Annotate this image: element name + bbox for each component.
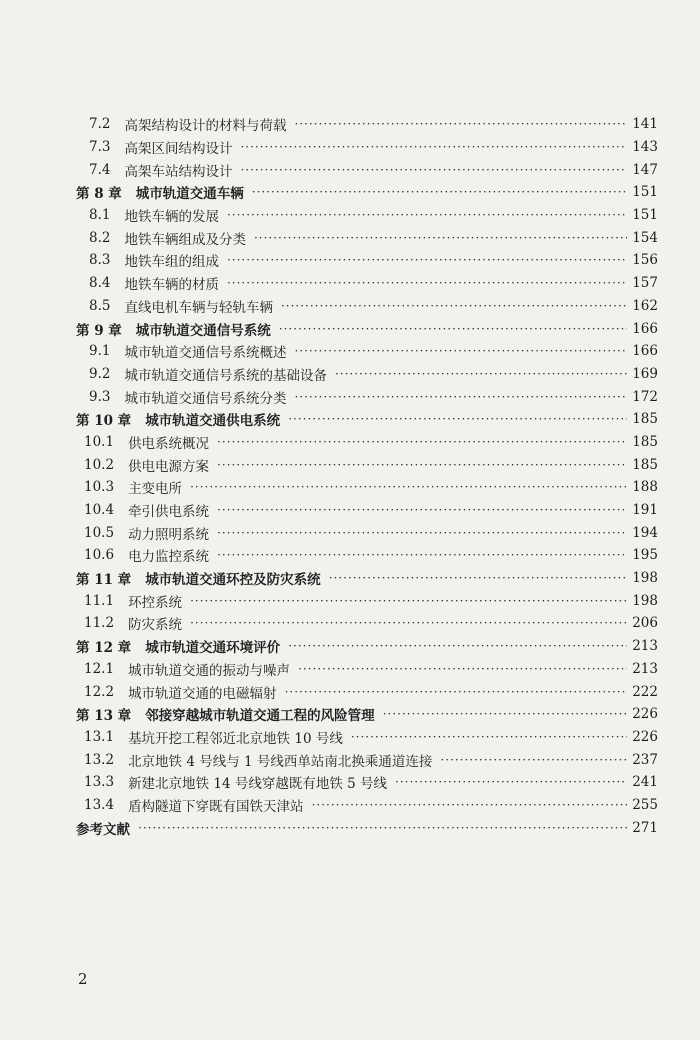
entry-number: 9.3 xyxy=(89,388,111,405)
entry-page-number: 185 xyxy=(632,433,658,450)
entry-page-number: 226 xyxy=(632,728,658,745)
dot-leader xyxy=(217,435,627,449)
dot-leader xyxy=(190,616,627,630)
toc-references-entry xyxy=(76,816,658,839)
dot-leader xyxy=(240,163,627,177)
dot-leader xyxy=(288,412,627,426)
entry-number: 7.4 xyxy=(89,161,111,178)
entry-number: 第 12 章 xyxy=(76,640,132,657)
entry-number: 8.5 xyxy=(89,297,111,314)
entry-page-number: 141 xyxy=(632,116,658,133)
entry-page-number: 166 xyxy=(632,343,658,360)
entry-page-number: 195 xyxy=(632,547,658,564)
entry-page-number: 255 xyxy=(632,796,658,813)
entry-number: 13.2 xyxy=(84,751,115,768)
toc-section-entry xyxy=(76,748,658,771)
entry-title: 城市轨道交通信号系统分类 xyxy=(124,390,287,407)
toc-section-entry xyxy=(76,794,658,817)
dot-leader xyxy=(227,253,627,267)
entry-number: 10.4 xyxy=(84,502,115,519)
dot-leader xyxy=(312,798,628,812)
entry-number: 10.1 xyxy=(84,433,115,450)
entry-number: 9.2 xyxy=(89,365,111,382)
entry-page-number: 206 xyxy=(632,615,658,632)
dot-leader xyxy=(329,571,628,585)
entry-title: 地铁车辆的材质 xyxy=(124,277,219,294)
entry-title: 城市轨道交通信号系统的基础设备 xyxy=(124,367,327,384)
dot-leader xyxy=(190,594,627,608)
dot-leader xyxy=(138,821,627,835)
entry-title: 城市轨道交通信号系统 xyxy=(135,322,271,339)
entry-number: 第 9 章 xyxy=(76,322,122,339)
entry-page-number: 166 xyxy=(632,320,658,337)
entry-page-number: 147 xyxy=(632,161,658,178)
entry-title: 高架区间结构设计 xyxy=(124,141,233,158)
toc-section-entry xyxy=(76,476,658,499)
dot-leader xyxy=(294,117,627,131)
entry-title: 城市轨道交通信号系统概述 xyxy=(124,345,287,362)
entry-page-number: 241 xyxy=(632,774,658,791)
toc-chapter-entry xyxy=(76,567,658,590)
entry-page-number: 226 xyxy=(632,706,658,723)
toc-chapter-entry xyxy=(76,635,658,658)
entry-number: 8.1 xyxy=(89,207,111,224)
entry-title: 主变电所 xyxy=(128,481,183,498)
toc-section-entry xyxy=(76,272,658,295)
dot-leader xyxy=(217,458,627,472)
entry-number: 7.2 xyxy=(89,116,111,133)
entry-title: 供电电源方案 xyxy=(128,458,210,475)
entry-page-number: 162 xyxy=(632,297,658,314)
entry-number: 9.1 xyxy=(89,343,111,360)
entry-page-number: 169 xyxy=(632,365,658,382)
toc-section-entry xyxy=(76,226,658,249)
dot-leader xyxy=(294,344,627,358)
entry-number: 13.4 xyxy=(84,796,115,813)
entry-number: 11.2 xyxy=(84,615,115,632)
entry-title: 盾构隧道下穿既有国铁天津站 xyxy=(128,798,304,815)
entry-title: 参考文献 xyxy=(76,821,130,838)
entry-number: 11.1 xyxy=(84,592,115,609)
entry-number: 8.2 xyxy=(89,229,111,246)
entry-title: 地铁车辆的发展 xyxy=(124,209,219,226)
dot-leader xyxy=(298,662,627,676)
dot-leader xyxy=(383,707,628,721)
dot-leader xyxy=(285,685,628,699)
entry-page-number: 198 xyxy=(632,592,658,609)
toc-section-entry xyxy=(76,431,658,454)
toc-section-entry xyxy=(76,658,658,681)
dot-leader xyxy=(440,753,627,767)
entry-number: 第 13 章 xyxy=(76,708,132,725)
dot-leader xyxy=(351,730,627,744)
entry-title: 供电系统概况 xyxy=(128,435,210,452)
entry-title: 基坑开挖工程邻近北京地铁 10 号线 xyxy=(128,730,343,747)
table-of-contents xyxy=(76,113,658,839)
entry-title: 动力照明系统 xyxy=(128,526,210,543)
entry-page-number: 157 xyxy=(632,275,658,292)
toc-section-entry xyxy=(76,363,658,386)
entry-page-number: 271 xyxy=(632,819,658,836)
toc-section-entry xyxy=(76,771,658,794)
toc-chapter-entry xyxy=(76,703,658,726)
entry-number: 第 11 章 xyxy=(76,572,132,589)
entry-title: 环控系统 xyxy=(128,594,183,611)
entry-number: 第 8 章 xyxy=(76,186,122,203)
dot-leader xyxy=(217,526,627,540)
entry-number: 8.4 xyxy=(89,275,111,292)
entry-title: 城市轨道交通的振动与噪声 xyxy=(128,662,291,679)
entry-page-number: 143 xyxy=(632,139,658,156)
entry-page-number: 154 xyxy=(632,229,658,246)
entry-page-number: 185 xyxy=(632,411,658,428)
dot-leader xyxy=(395,775,627,789)
entry-title: 直线电机车辆与轻轨车辆 xyxy=(124,299,273,316)
entry-number: 12.1 xyxy=(84,660,115,677)
entry-page-number: 188 xyxy=(632,479,658,496)
dot-leader xyxy=(288,639,627,653)
toc-chapter-entry xyxy=(76,317,658,340)
entry-page-number: 151 xyxy=(632,184,658,201)
page-number: 2 xyxy=(78,970,88,988)
toc-chapter-entry xyxy=(76,181,658,204)
toc-section-entry xyxy=(76,204,658,227)
entry-title: 电力监控系统 xyxy=(128,549,210,566)
toc-section-entry xyxy=(76,726,658,749)
toc-section-entry xyxy=(76,113,658,136)
toc-chapter-entry xyxy=(76,408,658,431)
dot-leader xyxy=(227,276,627,290)
dot-leader xyxy=(279,322,627,336)
dot-leader xyxy=(335,367,627,381)
dot-leader xyxy=(281,299,627,313)
toc-section-entry xyxy=(76,453,658,476)
entry-page-number: 156 xyxy=(632,252,658,269)
entry-title: 防灾系统 xyxy=(128,617,183,634)
entry-title: 城市轨道交通环控及防灾系统 xyxy=(145,572,321,589)
toc-section-entry xyxy=(76,521,658,544)
toc-section-entry xyxy=(76,249,658,272)
entry-number: 13.1 xyxy=(84,728,115,745)
entry-number: 10.3 xyxy=(84,479,115,496)
toc-section-entry xyxy=(76,589,658,612)
toc-section-entry xyxy=(76,158,658,181)
toc-section-entry xyxy=(76,612,658,635)
dot-leader xyxy=(240,140,627,154)
entry-title: 邻接穿越城市轨道交通工程的风险管理 xyxy=(145,708,375,725)
entry-page-number: 237 xyxy=(632,751,658,768)
entry-page-number: 213 xyxy=(632,638,658,655)
entry-title: 城市轨道交通环境评价 xyxy=(145,640,281,657)
entry-page-number: 222 xyxy=(632,683,658,700)
toc-section-entry xyxy=(76,340,658,363)
entry-page-number: 172 xyxy=(632,388,658,405)
dot-leader xyxy=(217,503,627,517)
entry-title: 城市轨道交通车辆 xyxy=(135,186,244,203)
entry-title: 地铁车辆组成及分类 xyxy=(124,231,246,248)
entry-page-number: 213 xyxy=(632,660,658,677)
toc-section-entry xyxy=(76,499,658,522)
entry-title: 地铁车组的组成 xyxy=(124,254,219,271)
entry-title: 北京地铁 4 号线与 1 号线西单站南北换乘通道连接 xyxy=(128,753,433,770)
entry-page-number: 198 xyxy=(632,570,658,587)
entry-page-number: 194 xyxy=(632,524,658,541)
toc-section-entry xyxy=(76,136,658,159)
dot-leader xyxy=(252,185,627,199)
entry-number: 10.5 xyxy=(84,524,115,541)
toc-section-entry xyxy=(76,295,658,318)
entry-title: 牵引供电系统 xyxy=(128,504,210,521)
entry-number: 12.2 xyxy=(84,683,115,700)
dot-leader xyxy=(217,548,627,562)
toc-section-entry xyxy=(76,680,658,703)
dot-leader xyxy=(294,390,627,404)
entry-title: 高架结构设计的材料与荷载 xyxy=(124,118,287,135)
entry-title: 高架车站结构设计 xyxy=(124,163,233,180)
toc-section-entry xyxy=(76,385,658,408)
entry-number: 13.3 xyxy=(84,774,115,791)
entry-page-number: 191 xyxy=(632,502,658,519)
toc-section-entry xyxy=(76,544,658,567)
dot-leader xyxy=(254,231,627,245)
entry-title: 新建北京地铁 14 号线穿越既有地铁 5 号线 xyxy=(128,776,387,793)
entry-number: 第 10 章 xyxy=(76,413,132,430)
entry-number: 10.2 xyxy=(84,456,115,473)
entry-number: 7.3 xyxy=(89,139,111,156)
entry-title: 城市轨道交通供电系统 xyxy=(145,413,281,430)
dot-leader xyxy=(190,480,627,494)
entry-number: 8.3 xyxy=(89,252,111,269)
entry-page-number: 185 xyxy=(632,456,658,473)
dot-leader xyxy=(227,208,627,222)
entry-page-number: 151 xyxy=(632,207,658,224)
entry-number: 10.6 xyxy=(84,547,115,564)
entry-title: 城市轨道交通的电磁辐射 xyxy=(128,685,277,702)
